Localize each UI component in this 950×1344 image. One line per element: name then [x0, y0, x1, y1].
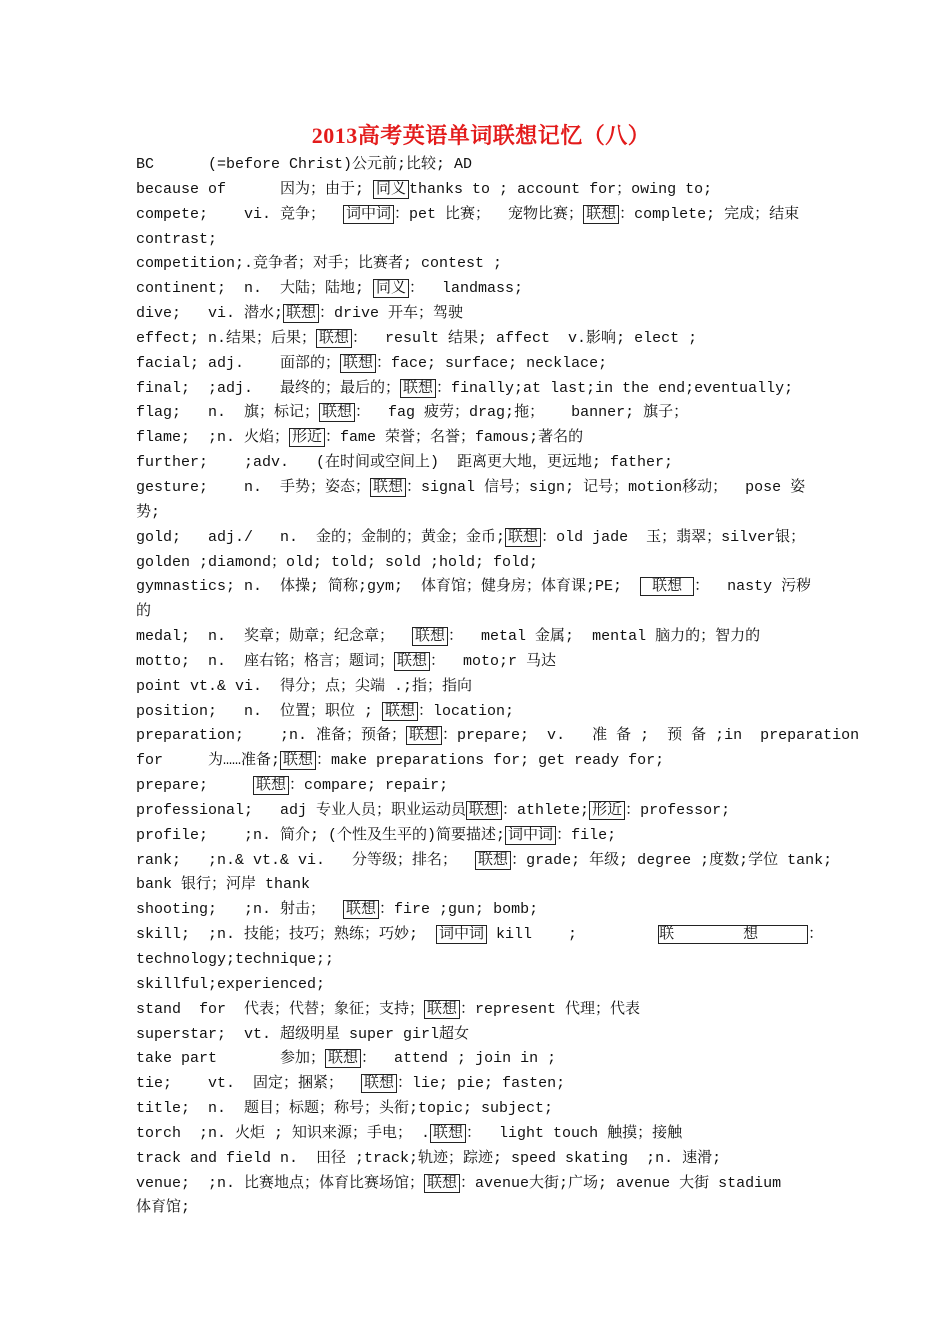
boxed-tag: 联想 [430, 1124, 466, 1143]
entry-line [136, 501, 826, 526]
entry-line [136, 749, 826, 774]
boxed-tag: 联想 [400, 379, 436, 398]
entry-text: ：location; [418, 702, 515, 720]
boxed-tag: 联想 [316, 329, 352, 348]
boxed-tag: 联 想 [658, 925, 808, 944]
entry-text: effect; n.结果；后果； [136, 329, 317, 347]
entry-text: ： nasty 污秽 [694, 578, 812, 596]
entry-text: professional; adj 专业人员；职业运动员 [136, 801, 467, 819]
entry-line [136, 352, 826, 377]
entry-line [136, 377, 826, 402]
entry-text: ：make preparations for; get ready for; [316, 752, 665, 770]
entry-text: shooting; ;n. 射击； [136, 901, 344, 919]
entry-line [136, 849, 833, 874]
entry-text: ： landmass; [409, 280, 524, 298]
entry-text: dive; vi. 潜水; [136, 305, 284, 323]
entry-text: ：signal 信号；sign; 记号；motion移动； pose 姿 [406, 478, 806, 496]
entry-text: competition;.竞争者；对手；比赛者; contest ; [136, 255, 503, 273]
entry-text: ：file; [556, 826, 617, 844]
entry-text: tie; vt. 固定；捆紧； [136, 1075, 362, 1093]
entry-line [136, 1172, 826, 1197]
entry-text: because of 因为；由于; [136, 180, 374, 198]
entry-line [136, 1122, 826, 1147]
entry-line [136, 302, 826, 327]
entry-text: ： result 结果; affect v.影响; elect ; [352, 329, 698, 347]
boxed-tag: 联想 [361, 1074, 397, 1093]
entry-line [136, 1047, 826, 1072]
entry-line [136, 973, 826, 998]
entry-line [136, 526, 826, 551]
entry-text: 的 [136, 603, 152, 621]
entry-text: ：complete; 完成；结束 [619, 205, 800, 223]
entry-text: stand for 代表；代替；象征；支持； [136, 1000, 425, 1018]
entry-text: ：athlete; [502, 801, 590, 819]
entry-line [136, 1196, 826, 1221]
entry-text: ： light touch 触摸；接触 [466, 1124, 683, 1142]
entry-text: skillful;experienced; [136, 975, 326, 993]
entry-text: continent; n. 大陆；陆地; [136, 280, 374, 298]
entry-text: ：represent 代理；代表 [460, 1000, 641, 1018]
entry-text: further; ;adv. (在时间或空间上) 距离更大地，更远地; father; [136, 454, 674, 472]
entry-text: golden ;diamond；old; told; sold ;hold; fold; [136, 553, 539, 571]
entry-text: bank 银行；河岸 thank [136, 876, 311, 894]
document-page [136, 121, 860, 1221]
entry-text: ：avenue大街;广场; avenue 大街 stadium [460, 1174, 782, 1192]
entry-text: BC (=before Christ)公元前;比较; AD [136, 156, 473, 173]
entry-line [136, 700, 826, 725]
boxed-tag: 联想 [370, 478, 406, 497]
entry-text: thanks to ; account for；owing to; [409, 180, 713, 198]
boxed-tag: 联想 [466, 801, 502, 820]
entry-line [136, 228, 826, 253]
entry-text: track and field n. 田径 ;track;轨迹；踪迹; speed skating ;n. 速滑; [136, 1149, 722, 1167]
boxed-tag: 联想 [394, 652, 430, 671]
entry-text: ： metal 金属; mental 脑力的；智力的 [448, 628, 761, 646]
boxed-tag: 联想 [382, 702, 418, 721]
entry-line [136, 252, 826, 277]
boxed-tag: 同义 [373, 180, 409, 199]
page-title: 2013高考英语单词联想记忆（八） [311, 123, 651, 148]
entry-text: technology;technique;; [136, 951, 335, 968]
entry-line [136, 153, 826, 178]
entry-text: ：professor; [625, 801, 731, 819]
entry-text: ：compare; repair; [289, 777, 449, 795]
entry-text: rank; ;n.& vt.& vi. 分等级；排名； [136, 851, 476, 869]
entry-text: title; n. 题目；标题；称号；头衔;topic; subject; [136, 1100, 554, 1118]
entry-text: superstar; vt. 超级明星 super girl超女 [136, 1025, 470, 1043]
entry-text: take part 参加； [136, 1050, 326, 1068]
entry-text: 势; [136, 503, 161, 521]
entry-text: contrast; [136, 230, 218, 248]
entry-line [136, 898, 826, 923]
boxed-tag: 联想 [424, 1000, 460, 1019]
boxed-tag: 联想 [343, 900, 379, 919]
entry-text: kill ; [487, 926, 659, 944]
entry-text: ： fag 疲劳；drag;拖； banner; 旗子； [355, 404, 689, 422]
entry-text: skill; ;n. 技能；技巧；熟练；巧妙; [136, 926, 437, 944]
entry-line [136, 650, 826, 675]
entry-text: compete; vi. 竞争； [136, 205, 344, 223]
entry-line [136, 575, 826, 600]
entry-line [136, 1023, 826, 1048]
entry-text: ：prepare; v. 准 备 ; 预 备 ;in preparation [442, 727, 860, 745]
boxed-tag: 联想 [280, 751, 316, 770]
entry-line [136, 203, 826, 228]
entry-line [136, 401, 826, 426]
entry-line [136, 998, 826, 1023]
entry-text: for 为……准备; [136, 752, 281, 770]
boxed-tag: 联想 [505, 528, 541, 547]
entry-text: ：pet 比赛； 宠物比赛； [394, 205, 584, 223]
boxed-tag: 联想 [325, 1049, 361, 1068]
entry-line [136, 476, 826, 501]
entry-line [136, 178, 826, 203]
entry-text: ：fire ;gun; bomb; [379, 901, 539, 919]
entry-line [136, 277, 826, 302]
entry-line [136, 948, 826, 973]
entry-text: ：old jade 玉；翡翠；silver银； [541, 528, 806, 546]
entry-text: motto; n. 座右铭；格言；题词； [136, 652, 395, 670]
entry-line [136, 675, 826, 700]
entry-text: 体育馆; [136, 1199, 191, 1217]
entry-line [136, 1147, 826, 1172]
entry-text: medal; n. 奖章；勋章；纪念章； [136, 628, 413, 646]
entry-text: facial; adj. 面部的； [136, 354, 341, 372]
boxed-tag: 联想 [253, 776, 289, 795]
boxed-tag: 形近 [589, 801, 625, 820]
entry-line [136, 923, 826, 948]
entry-line [136, 799, 826, 824]
boxed-tag: 联想 [640, 577, 694, 596]
entry-line [136, 1072, 826, 1097]
entry-line [136, 551, 826, 576]
entry-text: preparation; ;n. 准备；预备； [136, 727, 407, 745]
entry-text: position; n. 位置；职位 ; [136, 702, 383, 720]
entry-text: final; ;adj. 最终的；最后的； [136, 379, 401, 397]
entry-line [136, 724, 860, 749]
entry-text: prepare; [136, 777, 254, 795]
boxed-tag: 联想 [283, 304, 319, 323]
entry-text: ： attend ; join in ; [361, 1050, 557, 1068]
entry-text: flame; ;n. 火焰； [136, 429, 290, 447]
boxed-tag: 同义 [373, 279, 409, 298]
entry-line [136, 327, 826, 352]
boxed-tag: 词中词 [343, 205, 394, 224]
boxed-tag: 联想 [340, 354, 376, 373]
entry-text: ： [808, 926, 824, 944]
boxed-tag: 形近 [289, 428, 325, 447]
entry-text: gymnastics; n. 体操; 简称;gym; 体育馆；健身房；体育课;PE; [136, 578, 641, 596]
boxed-tag: 联想 [583, 205, 619, 224]
entry-line [136, 824, 826, 849]
entry-text: gesture; n. 手势；姿态； [136, 478, 371, 496]
entry-text: flag; n. 旗；标记； [136, 404, 320, 422]
entry-line [136, 625, 826, 650]
entry-line [136, 426, 826, 451]
boxed-tag: 联想 [319, 403, 355, 422]
boxed-tag: 联想 [412, 627, 448, 646]
entry-text: ：finally;at last;in the end;eventually; [436, 379, 794, 397]
boxed-tag: 词中词 [505, 826, 556, 845]
entry-text: profile; ;n. 简介; (个性及生平的)简要描述; [136, 826, 506, 844]
entry-text: point vt.& vi. 得分；点；尖端 .;指；指向 [136, 677, 473, 695]
entry-text: ：lie; pie; fasten; [397, 1075, 566, 1093]
entry-line [136, 451, 826, 476]
entry-text: ： moto;r 马达 [430, 652, 557, 670]
boxed-tag: 联想 [475, 851, 511, 870]
boxed-tag: 词中词 [436, 925, 487, 944]
entry-text: ：grade; 年级; degree ;度数;学位 tank; [511, 851, 833, 869]
entry-text: gold; adj./ n. 金的；金制的；黄金；金币; [136, 528, 506, 546]
entry-line [136, 774, 826, 799]
entry-text: ：face; surface; necklace; [376, 354, 608, 372]
entry-line [136, 600, 826, 625]
entry-text: venue; ;n. 比赛地点；体育比赛场馆； [136, 1174, 425, 1192]
boxed-tag: 联想 [424, 1174, 460, 1193]
word-list [136, 153, 860, 1221]
boxed-tag: 联想 [406, 726, 442, 745]
entry-line [136, 873, 826, 898]
entry-line [136, 1097, 826, 1122]
entry-text: torch ;n. 火炬 ; 知识来源；手电； . [136, 1124, 431, 1142]
entry-text: ：drive 开车；驾驶 [319, 305, 464, 323]
entry-text: ：fame 荣誉；名誉；famous;著名的 [325, 429, 584, 447]
